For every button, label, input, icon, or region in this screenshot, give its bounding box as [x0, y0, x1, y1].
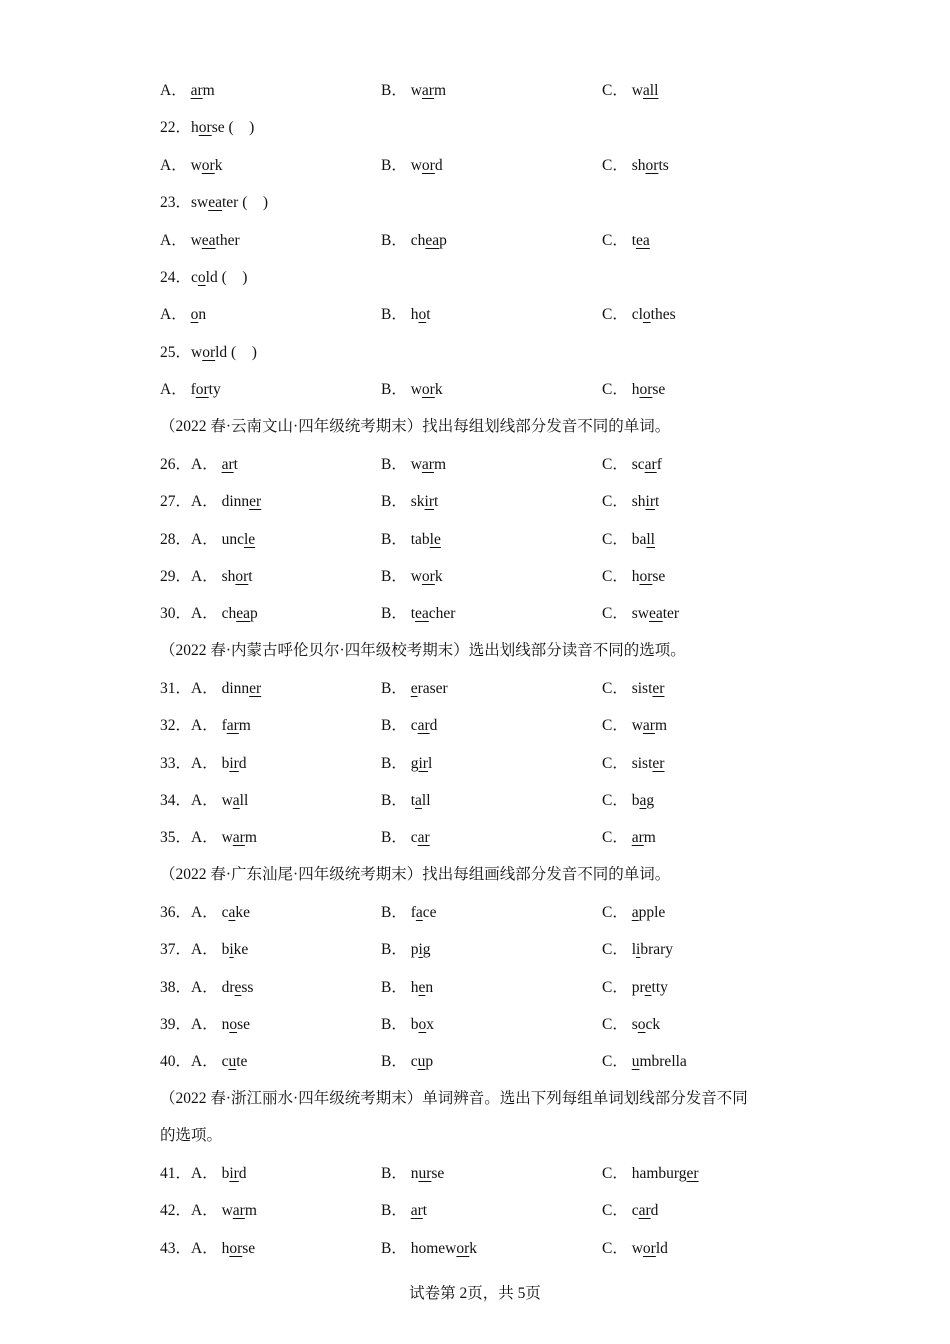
option-word: forty: [190, 381, 221, 398]
option-word: face: [410, 904, 437, 921]
option-label: B．: [381, 979, 411, 996]
option-a: [160, 602, 258, 626]
option-label: B．: [381, 904, 411, 921]
option-word: horse: [221, 1240, 256, 1257]
option-c: [602, 303, 676, 327]
option-b: [381, 79, 446, 103]
option-b: [381, 565, 443, 589]
option-label: 41．A．: [160, 1165, 222, 1182]
option-b: [381, 938, 431, 962]
option-c: [602, 154, 669, 178]
question-stem-text: [160, 116, 254, 140]
question-stem: [0, 116, 950, 140]
option-label: C．: [602, 904, 632, 921]
option-word: bird: [221, 755, 247, 772]
option-label: B．: [381, 381, 411, 398]
option-word: nose: [221, 1016, 250, 1033]
option-label: B．: [381, 1016, 411, 1033]
option-word: tall: [410, 792, 431, 809]
option-word: clothes: [631, 306, 676, 323]
option-a: [160, 901, 250, 925]
option-label: C．: [602, 232, 632, 249]
option-word: work: [410, 381, 443, 398]
option-word: horse: [631, 568, 666, 585]
option-label: C．: [602, 381, 632, 398]
option-label: 28．A．: [160, 531, 222, 548]
instruction-text: （2022 春·内蒙古呼伦贝尔·四年级校考期末）选出划线部分读音不同的选项。: [160, 642, 686, 659]
option-c: [602, 1050, 687, 1074]
section-instruction: [0, 1124, 950, 1148]
option-word: hamburger: [631, 1165, 699, 1182]
option-b: [381, 602, 455, 626]
option-word: sister: [631, 755, 665, 772]
question-row: [0, 602, 950, 626]
option-label: C．: [602, 979, 632, 996]
option-word: eraser: [410, 680, 448, 697]
instruction-text: 的选项。: [160, 1127, 223, 1144]
option-label: C．: [602, 82, 632, 99]
option-a: [160, 565, 253, 589]
option-word: on: [190, 306, 207, 323]
question-row: [0, 303, 950, 327]
option-word: pig: [410, 941, 431, 958]
option-b: [381, 714, 437, 738]
option-word: cup: [410, 1053, 434, 1070]
option-label: 37．A．: [160, 941, 222, 958]
option-label: C．: [602, 157, 632, 174]
option-label: 40．A．: [160, 1053, 222, 1070]
section-instruction: [0, 415, 950, 439]
option-a: [160, 938, 248, 962]
question-row: [0, 528, 950, 552]
option-a: [160, 79, 215, 103]
option-word: world: [631, 1240, 668, 1257]
option-b: [381, 976, 433, 1000]
section-instruction: [0, 863, 950, 887]
question-stem: [0, 266, 950, 290]
question-stem: [0, 341, 950, 365]
option-label: 26．A．: [160, 456, 222, 473]
option-label: 29．A．: [160, 568, 222, 585]
option-a: [160, 976, 253, 1000]
option-word: car: [410, 829, 430, 846]
option-word: shirt: [631, 493, 660, 510]
option-c: [602, 565, 665, 589]
option-label: 30．A．: [160, 605, 222, 622]
question-row: [0, 677, 950, 701]
option-b: [381, 1162, 444, 1186]
question-row: [0, 714, 950, 738]
option-word: cake: [221, 904, 250, 921]
option-label: 39．A．: [160, 1016, 222, 1033]
option-word: word: [410, 157, 443, 174]
option-word: umbrella: [631, 1053, 687, 1070]
option-word: work: [190, 157, 223, 174]
option-word: hen: [410, 979, 434, 996]
option-word: cute: [221, 1053, 248, 1070]
option-word: shorts: [631, 157, 669, 174]
question-row: [0, 789, 950, 813]
option-a: [160, 528, 255, 552]
option-a: [160, 453, 238, 477]
option-word: 24．cold ( ): [160, 269, 248, 286]
option-label: A．: [160, 306, 191, 323]
option-label: B．: [381, 605, 411, 622]
option-word: art: [410, 1202, 428, 1219]
option-word: warm: [221, 1202, 257, 1219]
option-word: girl: [410, 755, 433, 772]
question-row: [0, 565, 950, 589]
option-label: 36．A．: [160, 904, 222, 921]
option-a: [160, 1237, 255, 1261]
option-word: homework: [410, 1240, 478, 1257]
question-row: [0, 901, 950, 925]
option-a: [160, 1050, 247, 1074]
option-label: B．: [381, 792, 411, 809]
option-word: sock: [631, 1016, 661, 1033]
option-label: C．: [602, 941, 632, 958]
option-word: work: [410, 568, 443, 585]
option-word: arm: [631, 829, 656, 846]
option-label: C．: [602, 456, 632, 473]
question-row: [0, 976, 950, 1000]
question-row: [0, 938, 950, 962]
option-b: [381, 528, 441, 552]
question-row: [0, 1162, 950, 1186]
section-instruction: [0, 1087, 950, 1111]
option-a: [160, 1013, 250, 1037]
question-row: [0, 490, 950, 514]
option-word: arm: [190, 82, 215, 99]
option-label: C．: [602, 493, 632, 510]
option-c: [602, 976, 668, 1000]
option-c: [602, 378, 665, 402]
option-label: C．: [602, 1240, 632, 1257]
option-label: A．: [160, 82, 191, 99]
option-c: [602, 938, 673, 962]
option-word: short: [221, 568, 253, 585]
option-c: [602, 1237, 668, 1261]
option-c: [602, 677, 664, 701]
option-b: [381, 789, 431, 813]
option-label: B．: [381, 531, 411, 548]
option-label: 35．A．: [160, 829, 222, 846]
option-label: A．: [160, 381, 191, 398]
question-stem-text: [160, 191, 268, 215]
option-b: [381, 1050, 433, 1074]
option-word: skirt: [410, 493, 439, 510]
option-label: 27．A．: [160, 493, 222, 510]
option-word: cheap: [221, 605, 258, 622]
option-word: art: [221, 456, 238, 473]
option-word: bag: [631, 792, 655, 809]
question-row: [0, 826, 950, 850]
option-b: [381, 677, 448, 701]
option-word: sweater: [631, 605, 680, 622]
option-label: B．: [381, 82, 411, 99]
question-row: [0, 378, 950, 402]
option-label: B．: [381, 1202, 411, 1219]
option-label: C．: [602, 1053, 632, 1070]
option-label: B．: [381, 232, 411, 249]
question-stem-text: [160, 341, 257, 365]
option-label: 38．A．: [160, 979, 222, 996]
question-row: [0, 453, 950, 477]
option-c: [602, 752, 664, 776]
question-row: [0, 1237, 950, 1261]
question-row: [0, 1199, 950, 1223]
instruction-text: （2022 春·广东汕尾·四年级统考期末）找出每组画线部分发音不同的单词。: [160, 866, 671, 883]
option-label: B．: [381, 1053, 411, 1070]
option-word: wall: [221, 792, 249, 809]
option-c: [602, 602, 679, 626]
option-b: [381, 1237, 477, 1261]
section-instruction: [0, 639, 950, 663]
option-word: 22．horse ( ): [160, 119, 255, 136]
option-b: [381, 229, 447, 253]
question-stem: [0, 191, 950, 215]
option-c: [602, 901, 665, 925]
option-label: C．: [602, 792, 632, 809]
option-b: [381, 752, 432, 776]
option-word: tea: [631, 232, 650, 249]
option-a: [160, 714, 251, 738]
option-word: dinner: [221, 493, 262, 510]
option-c: [602, 1013, 660, 1037]
option-label: B．: [381, 493, 411, 510]
option-label: C．: [602, 755, 632, 772]
option-a: [160, 789, 248, 813]
option-label: 31．A．: [160, 680, 222, 697]
option-a: [160, 490, 261, 514]
option-label: B．: [381, 1165, 411, 1182]
option-label: B．: [381, 306, 411, 323]
option-label: B．: [381, 1240, 411, 1257]
option-b: [381, 826, 430, 850]
option-label: 34．A．: [160, 792, 222, 809]
option-label: B．: [381, 680, 411, 697]
option-word: warm: [410, 456, 447, 473]
option-word: pretty: [631, 979, 668, 996]
option-word: uncle: [221, 531, 256, 548]
option-label: B．: [381, 941, 411, 958]
option-a: [160, 154, 222, 178]
option-c: [602, 714, 667, 738]
option-c: [602, 1199, 658, 1223]
option-word: scarf: [631, 456, 662, 473]
option-a: [160, 1162, 247, 1186]
option-word: wall: [631, 82, 659, 99]
option-label: C．: [602, 1016, 632, 1033]
option-b: [381, 1013, 434, 1037]
question-row: [0, 229, 950, 253]
option-word: horse: [631, 381, 666, 398]
option-word: weather: [190, 232, 240, 249]
option-label: C．: [602, 1202, 632, 1219]
option-a: [160, 752, 247, 776]
option-word: table: [410, 531, 441, 548]
option-label: B．: [381, 829, 411, 846]
question-row: [0, 1013, 950, 1037]
option-word: dinner: [221, 680, 262, 697]
option-word: apple: [631, 904, 666, 921]
option-word: card: [631, 1202, 659, 1219]
option-label: C．: [602, 680, 632, 697]
option-label: C．: [602, 531, 632, 548]
question-row: [0, 154, 950, 178]
option-label: B．: [381, 568, 411, 585]
option-word: warm: [221, 829, 257, 846]
option-word: card: [410, 717, 438, 734]
option-c: [602, 528, 655, 552]
option-label: B．: [381, 157, 411, 174]
option-label: C．: [602, 1165, 632, 1182]
option-label: B．: [381, 755, 411, 772]
option-a: [160, 378, 221, 402]
instruction-text: （2022 春·云南文山·四年级统考期末）找出每组划线部分发音不同的单词。: [160, 418, 671, 435]
option-b: [381, 1199, 427, 1223]
option-label: C．: [602, 829, 632, 846]
question-row: [0, 752, 950, 776]
option-word: library: [631, 941, 674, 958]
option-label: B．: [381, 717, 411, 734]
option-word: 23．sweater ( ): [160, 194, 269, 211]
option-c: [602, 826, 656, 850]
option-a: [160, 229, 240, 253]
option-label: B．: [381, 456, 411, 473]
option-word: warm: [410, 82, 447, 99]
option-word: bike: [221, 941, 249, 958]
option-word: dress: [221, 979, 254, 996]
option-a: [160, 677, 261, 701]
question-row: [0, 79, 950, 103]
question-row: [0, 1050, 950, 1074]
option-label: 32．A．: [160, 717, 222, 734]
option-b: [381, 453, 446, 477]
question-stem-text: [160, 266, 247, 290]
option-c: [602, 1162, 699, 1186]
option-c: [602, 229, 650, 253]
option-label: C．: [602, 568, 632, 585]
option-b: [381, 490, 438, 514]
option-word: warm: [631, 717, 668, 734]
option-word: ball: [631, 531, 655, 548]
option-a: [160, 1199, 257, 1223]
option-c: [602, 453, 662, 477]
option-b: [381, 303, 431, 327]
option-label: C．: [602, 717, 632, 734]
option-label: 33．A．: [160, 755, 222, 772]
option-b: [381, 378, 443, 402]
option-word: sister: [631, 680, 665, 697]
option-label: C．: [602, 306, 632, 323]
page-footer: 试卷第 2页，共 5页: [409, 1285, 541, 1302]
option-word: box: [410, 1016, 434, 1033]
option-word: teacher: [410, 605, 456, 622]
option-word: nurse: [410, 1165, 445, 1182]
option-b: [381, 154, 443, 178]
option-label: C．: [602, 605, 632, 622]
option-word: hot: [410, 306, 431, 323]
option-b: [381, 901, 437, 925]
option-word: farm: [221, 717, 251, 734]
option-word: bird: [221, 1165, 247, 1182]
option-a: [160, 303, 206, 327]
option-word: cheap: [410, 232, 447, 249]
option-word: 25．world ( ): [160, 344, 257, 361]
option-c: [602, 490, 659, 514]
option-c: [602, 79, 658, 103]
option-a: [160, 826, 257, 850]
option-label: 42．A．: [160, 1202, 222, 1219]
option-label: A．: [160, 157, 191, 174]
instruction-text: （2022 春·浙江丽水·四年级统考期末）单词辨音。选出下列每组单词划线部分发音不同: [160, 1090, 748, 1107]
option-c: [602, 789, 654, 813]
option-label: A．: [160, 232, 191, 249]
option-label: 43．A．: [160, 1240, 222, 1257]
